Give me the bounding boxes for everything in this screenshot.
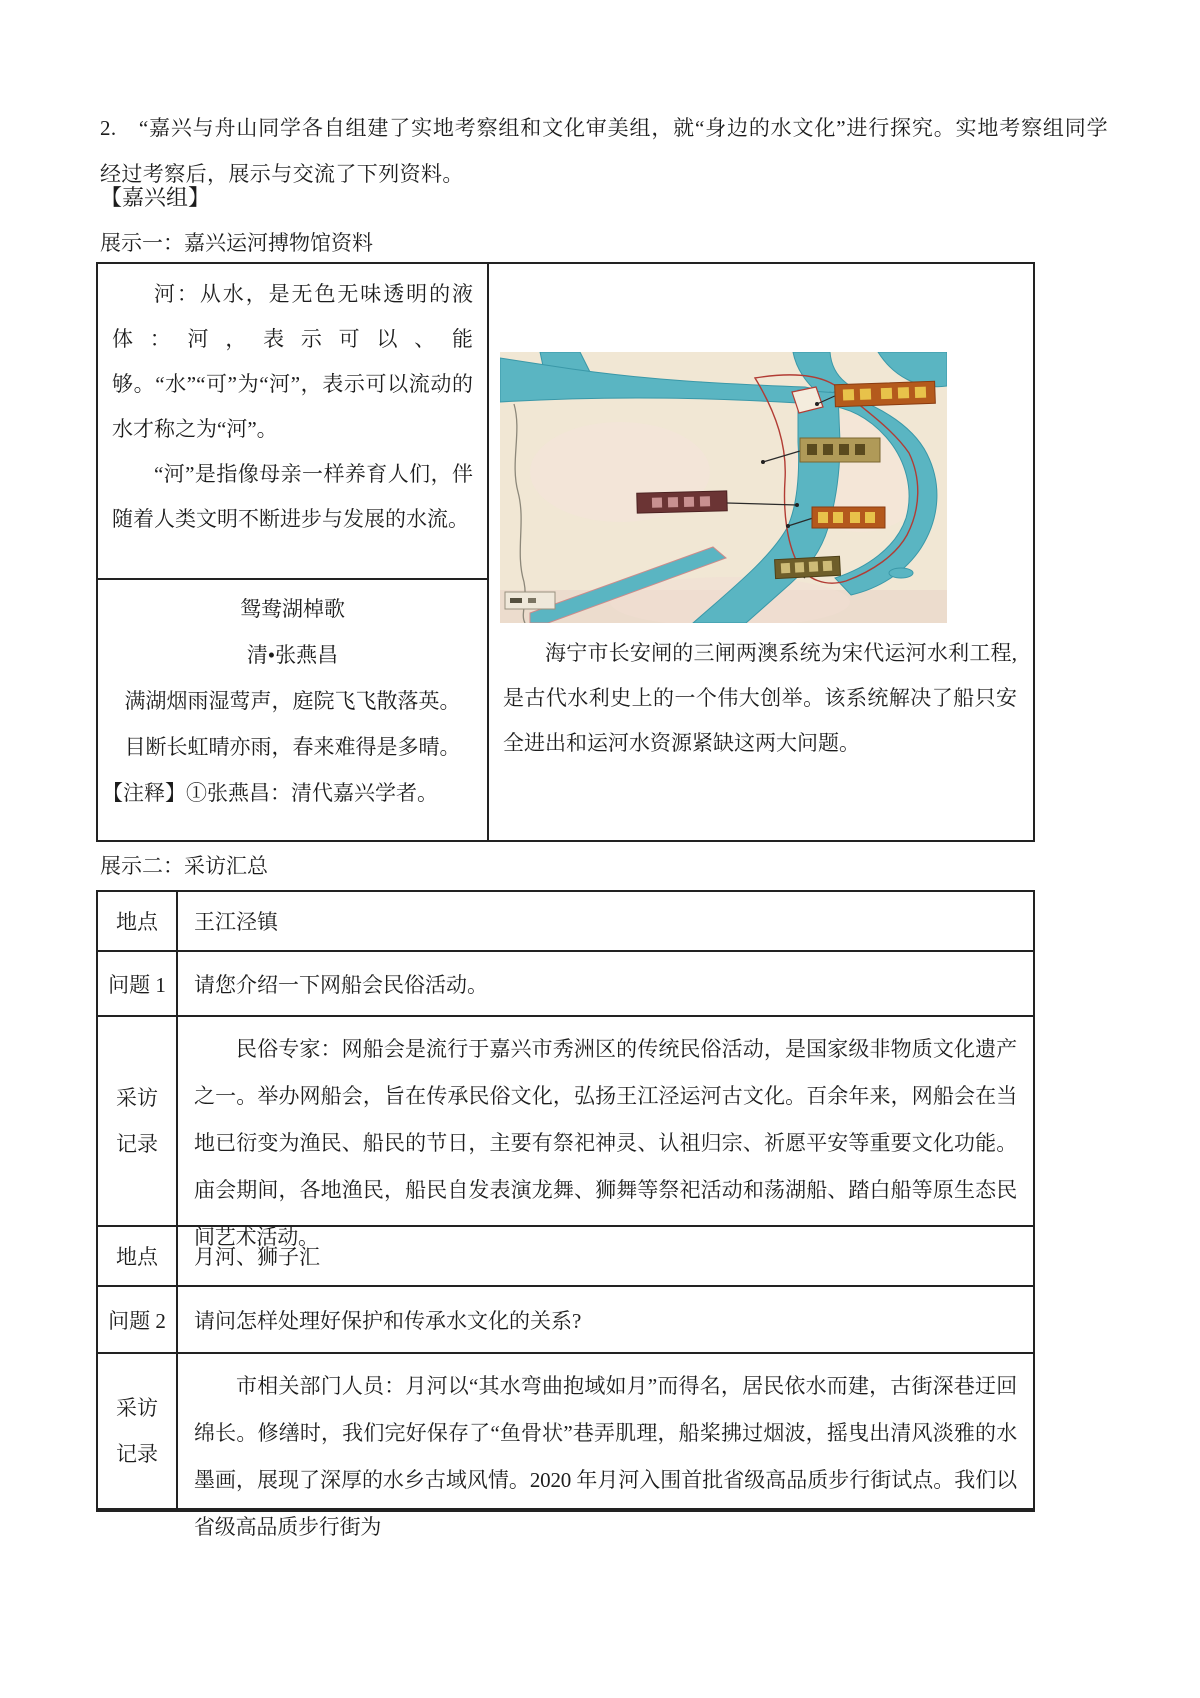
canal-map-image bbox=[500, 352, 947, 623]
row-content: 请您介绍一下网船会民俗活动。 bbox=[194, 972, 488, 997]
row-content: 月河、狮子汇 bbox=[194, 1245, 320, 1269]
canal-map-svg bbox=[500, 352, 947, 623]
row-label-location: 地点 bbox=[98, 892, 178, 950]
row-content: 民俗专家：网船会是流行于嘉兴市秀洲区的传统民俗活动，是国家级非物质文化遗产之一。举办网船会，旨在传承民俗文化，弘扬王江泾运河古文化。百余年来，网船会在当地已衍变为渔民、船民的节日，主要有祭祀神灵、认祖归宗、祈愿平安等重要文化功能。庙会期间，各地渔民，船民自发表演龙舞、狮舞等祭祀活动和荡湖船、踏白船等原生态民间艺术活动。 bbox=[194, 1037, 1017, 1249]
map-caption: 海宁市长安闸的三闸两澳系统为宋代运河水利工程,是古代水利史上的一个伟大创举。该系统解决了船只安全进出和运河水资源紧缺这两大问题。 bbox=[503, 641, 1017, 755]
definition-paragraph-2: “河”是指像母亲一样养育人们，伴随着人类文明不断进步与发展的水流。 bbox=[112, 462, 473, 531]
table-row bbox=[98, 1354, 1033, 1539]
museum-table-left-column bbox=[98, 264, 489, 840]
exhibit2-heading: 展示二：采访汇总 bbox=[100, 854, 268, 878]
poem-author: 清•张燕昌 bbox=[246, 643, 339, 667]
intro-paragraph: 2. “嘉兴与舟山同学各自组建了实地考察组和文化审美组，就“身边的水文化”进行探究。实地考察组同学经过考察后，展示与交流了下列资料。 bbox=[100, 116, 1108, 186]
table-row bbox=[98, 892, 1033, 952]
row-label-question1: 问题 1 bbox=[98, 952, 178, 1015]
museum-table-right-cell bbox=[489, 264, 1033, 840]
row-content: 王江泾镇 bbox=[194, 910, 278, 934]
group-label: 【嘉兴组】 bbox=[100, 185, 211, 210]
river-definition-cell bbox=[98, 264, 487, 580]
poem-title: 鸳鸯湖棹歌 bbox=[240, 597, 345, 621]
map-scale-legend bbox=[505, 592, 555, 609]
poem-line-1: 满湖烟雨湿莺声，庭院飞飞散落英。 bbox=[124, 689, 461, 713]
row-content: 请问怎样处理好保护和传承水文化的关系? bbox=[194, 1308, 582, 1333]
row-label-question2: 问题 2 bbox=[98, 1287, 178, 1352]
poem-cell bbox=[98, 580, 487, 840]
table-row bbox=[98, 1227, 1033, 1287]
poem-note: 【注释】①张燕昌：清代嘉兴学者。 bbox=[102, 781, 438, 805]
museum-table bbox=[96, 262, 1035, 842]
table-row bbox=[98, 952, 1033, 1017]
row-content: 市相关部门人员：月河以“其水弯曲抱域如月”而得名，居民依水而建，古街深巷迂回绵长。修缮时，我们完好保存了“鱼骨状”巷弄肌理，船桨拂过烟波，摇曳出清风淡雅的水墨画，展现了深厚的水乡古域风情。2020 年月河入围首批省级高品质步行街试点。我们以省级高品质步行街为 bbox=[194, 1374, 1017, 1539]
interview-table bbox=[96, 890, 1035, 1539]
row-label-location2: 地点 bbox=[98, 1227, 178, 1285]
exhibit1-heading: 展示一：嘉兴运河搏物馆资料 bbox=[100, 231, 373, 255]
row-label-record1: 采访记录 bbox=[98, 1017, 178, 1225]
row-label-record2: 采访记录 bbox=[98, 1354, 178, 1508]
poem-line-2: 目断长虹晴亦雨，春来难得是多晴。 bbox=[124, 735, 461, 759]
table-row bbox=[98, 1017, 1033, 1249]
table-row bbox=[98, 1287, 1033, 1354]
definition-paragraph-1: 河：从水，是无色无味透明的液体：河，表示可以、能够。“水”“可”为“河”，表示可以流动的水才称之为“河”。 bbox=[112, 282, 473, 441]
